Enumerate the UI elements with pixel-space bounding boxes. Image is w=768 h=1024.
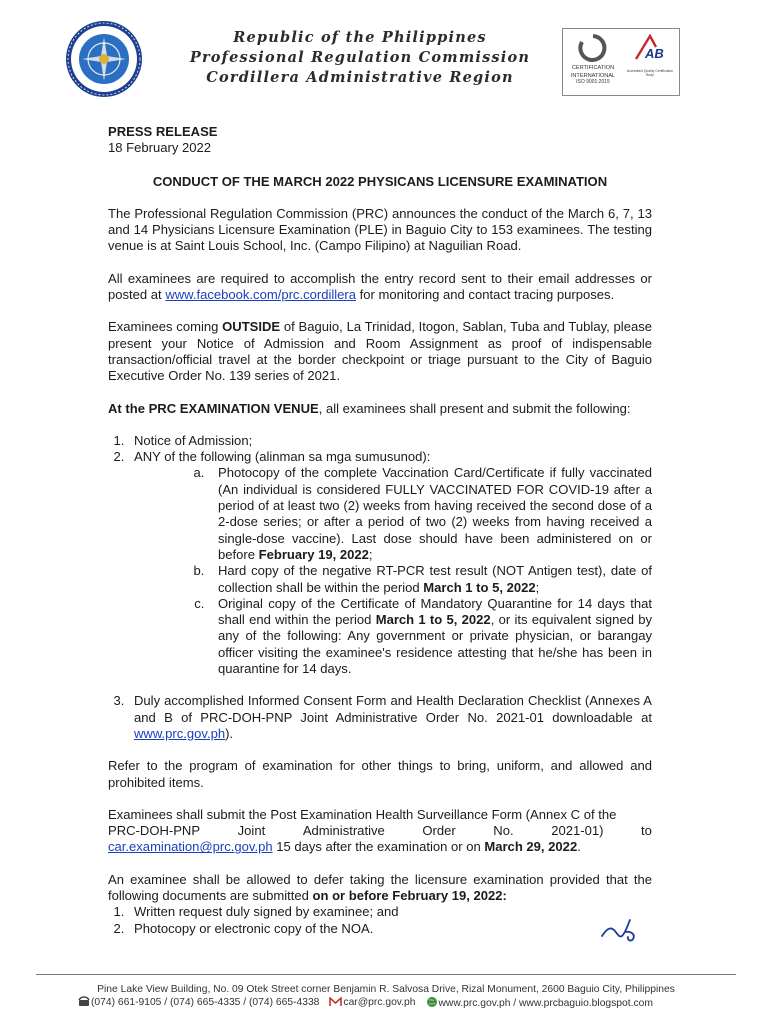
- facebook-link[interactable]: www.facebook.com/prc.cordillera: [165, 287, 357, 303]
- subitem-date: March 1 to 5, 2022: [423, 579, 536, 595]
- requirement-subitem-b: [208, 563, 652, 596]
- phone-icon: [78, 996, 90, 1011]
- press-release-date: 18 February 2022: [108, 140, 211, 156]
- paragraph-entry-record: [108, 271, 652, 304]
- iso-certification-badge: [565, 33, 621, 93]
- accreditation-badge: [623, 33, 677, 93]
- examination-email-link[interactable]: car.examination@prc.gov.ph: [108, 839, 273, 855]
- footer-phone-numbers: (074) 661-9105 / (074) 665-4335 / (074) 665-4338: [91, 997, 320, 1008]
- requirement-punct: ).: [225, 725, 234, 741]
- post-exam-word: to: [641, 823, 652, 839]
- requirement-item-3: [128, 693, 652, 742]
- deferment-list: [108, 904, 652, 937]
- post-exam-line-3: [108, 839, 652, 855]
- cert-line-1: CERTIFICATION: [571, 65, 615, 71]
- paragraph-announcement: The Professional Regulation Commission (PRC) announces the conduct of the March 6, 7, 13 and 14 Physicians Licensure Examination (PLE) in Baguio City to 153 examinees. The testing venue is at Saint Louis School, Inc. (Campo Filipino) at Naguilian Road.: [108, 205, 652, 254]
- subitem-date: March 1 to 5, 2022: [375, 612, 491, 628]
- deferment-item-text: Photocopy or electronic copy of the NOA.: [134, 920, 374, 936]
- deferment-item-2: [128, 921, 652, 937]
- paragraph-post-exam-form: [108, 807, 652, 856]
- paragraph-deferment: [108, 872, 652, 905]
- footer-web: [426, 996, 653, 1012]
- globe-icon: [426, 996, 438, 1012]
- letterhead-line-region: Cordillera Administrative Region: [206, 69, 514, 86]
- deferment-item-1: [128, 904, 652, 920]
- outside-emphasis: OUTSIDE: [222, 319, 281, 335]
- requirement-subitem-c: [208, 596, 652, 677]
- post-exam-word: Administrative: [302, 823, 385, 839]
- outside-text-start: Examinees coming: [108, 319, 223, 335]
- deferment-item-text: Written request duly signed by examinee; and: [134, 904, 399, 920]
- post-exam-word: No.: [493, 823, 514, 839]
- footer-websites[interactable]: www.prc.gov.ph / www.prcbaguio.blogspot.com: [438, 998, 653, 1009]
- venue-emphasis: At the PRC EXAMINATION VENUE: [108, 400, 319, 416]
- certification-badges: [562, 28, 680, 96]
- subitem-text: Photocopy of the complete Vaccination Card/Certificate if fully vaccinated (An individual is considered FULLY VACCINATED FOR COVID-19 after a period of at least two (2) weeks from having received the second dose of a 2-dose series; or after a period of two (2) weeks from having received a single-dose vaccine). Last dose should have been administered on or before: [218, 465, 652, 562]
- certification-ring-icon: [576, 33, 610, 63]
- requirement-text: ANY of the following (alinman sa mga sumusunod):: [134, 449, 431, 465]
- outside-text-end: of Baguio, La Trinidad, Itogon, Sablan, Tuba and Tublay, please present your Notice of Admission and Room Assignment as proof of indispensable transaction/official travel at the border checkpoint or triage pursuant to the City of Baguio Executive Order No. 139 series of 2021.: [108, 319, 652, 384]
- requirement-item-1: [128, 433, 652, 449]
- post-exam-word: Joint: [237, 823, 266, 839]
- footer-contacts: [78, 996, 718, 1012]
- requirement-text: Duly accomplished Informed Consent Form and Health Declaration Checklist (Annexes A and B of PRC-DOH-PNP Joint Administrative Order No. 2021-01 downloadable at: [134, 693, 652, 725]
- requirement-sublist: [134, 465, 652, 677]
- footer-email-address[interactable]: car@prc.gov.ph: [343, 997, 416, 1008]
- press-release-label: PRESS RELEASE: [108, 124, 218, 139]
- accreditation-text: Accredited Quality Certification Body: [626, 69, 674, 77]
- prc-seal-icon: [65, 20, 143, 98]
- signature-mark: [600, 918, 640, 944]
- subitem-text: Hard copy of the negative RT-PCR test result (NOT Antigen test), date of collection shall be within the period: [218, 563, 652, 595]
- footer-address: Pine Lake View Building, No. 09 Otek Street corner Benjamin R. Salvosa Drive, Rizal Monument, 2600 Baguio City, Philippines: [97, 984, 675, 995]
- requirements-list: [108, 433, 652, 677]
- post-exam-date: March 29, 2022: [484, 839, 578, 855]
- subitem-text-end: , or its equivalent signed by any of the following: Any government or private physician, or barangay officer visiting the examinee's residence attesting that he/she has been in quarantine for 14 days.: [218, 612, 653, 677]
- prc-website-link[interactable]: www.prc.gov.ph: [134, 725, 226, 741]
- letterhead-line-commission: Professional Regulation Commission: [189, 49, 531, 66]
- paragraph-program-reference: Refer to the program of examination for other things to bring, uniform, and allowed and prohibited items.: [108, 758, 652, 790]
- post-exam-line-1: Examinees shall submit the Post Examination Health Surveillance Form (Annex C of the: [108, 806, 617, 822]
- post-exam-line-2: [108, 823, 652, 839]
- press-release-title: CONDUCT OF THE MARCH 2022 PHYSICANS LICENSURE EXAMINATION: [152, 173, 608, 189]
- subitem-punct: ;: [535, 579, 540, 595]
- entry-record-text-end: for monitoring and contact tracing purposes.: [356, 287, 615, 303]
- post-exam-word: Order: [422, 823, 456, 839]
- post-exam-punct: .: [577, 839, 581, 855]
- letterhead-line-republic: Republic of the Philippines: [233, 29, 487, 46]
- post-exam-text: 15 days after the examination or on: [272, 839, 485, 855]
- deferment-deadline: on or before February 19, 2022:: [312, 887, 507, 903]
- cert-line-2: INTERNATIONAL: [570, 73, 616, 79]
- letterhead: [160, 28, 560, 88]
- subitem-text: Original copy of the Certificate of Mandatory Quarantine for 14 days that shall end within the period: [218, 595, 652, 628]
- paragraph-venue-requirements: [108, 401, 652, 417]
- footer-divider: [36, 974, 736, 975]
- footer-phone: [78, 996, 319, 1012]
- subitem-date: February 19, 2022: [258, 546, 369, 562]
- press-release-body: [108, 124, 652, 937]
- post-exam-word: PRC-DOH-PNP: [108, 823, 201, 839]
- requirements-list-continued: [108, 693, 652, 742]
- email-icon: [329, 997, 342, 1011]
- deferment-text: An examinee shall be allowed to defer taking the licensure examination provided that the following documents are submitted: [108, 871, 652, 903]
- requirement-text: Notice of Admission;: [134, 432, 253, 448]
- subitem-punct: ;: [368, 546, 373, 562]
- ab-logo-text: AB: [645, 46, 664, 61]
- requirement-subitem-a: [208, 465, 652, 563]
- cert-line-3: ISO 9001:2015: [576, 79, 610, 85]
- footer-email: [329, 996, 415, 1012]
- paragraph-outside-examinees: [108, 319, 652, 384]
- post-exam-word: 2021-01): [551, 823, 604, 839]
- ab-logo-icon: [630, 33, 670, 63]
- entry-record-text: All examinees are required to accomplish the entry record sent to their email addresses or posted at: [108, 270, 652, 303]
- venue-text: , all examinees shall present and submit the following:: [318, 400, 631, 416]
- requirement-item-2: [128, 449, 652, 677]
